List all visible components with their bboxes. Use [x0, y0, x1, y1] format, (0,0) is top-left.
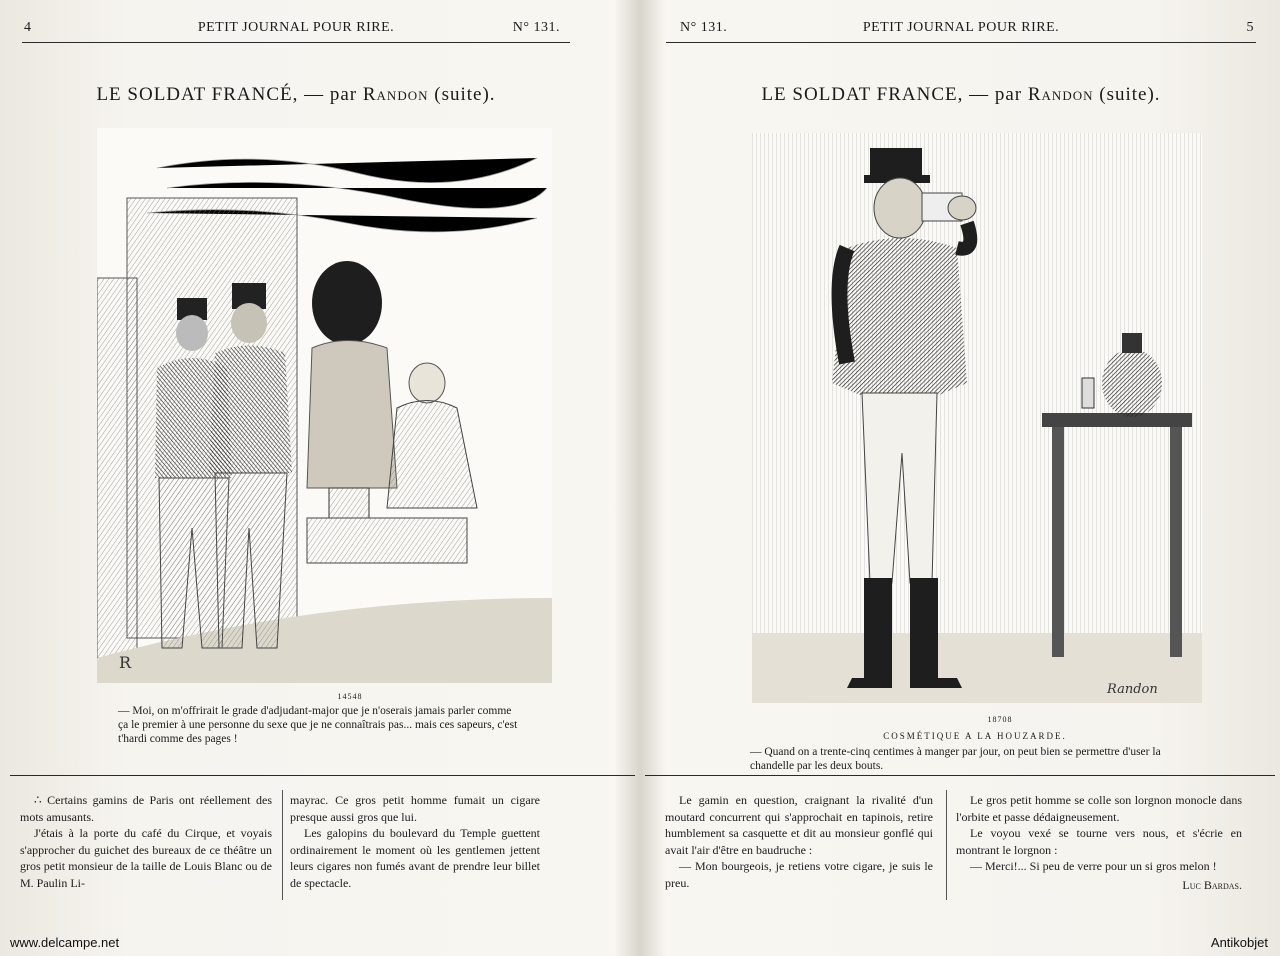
running-title: PETIT JOURNAL POUR RIRE. [197, 20, 395, 35]
engraving-soldier-cosmetique [752, 133, 1202, 703]
article-title: LE SOLDAT FRANCÉ, — par Randon (suite). [96, 84, 496, 105]
paragraph: Le voyou vexé se tourne vers nous, et s'écrie en montrant le lorgnon : [956, 826, 1242, 857]
plate-number: 14548 [337, 692, 363, 701]
section-rule [645, 775, 1275, 776]
caption-title: COSMÉTIQUE A LA HOUZARDE. [883, 731, 1067, 741]
illustration-caption: — Quand on a trente-cinq centimes à manger par jour, on peut bien se permettre d'user la chandelle par les deux bouts. [750, 746, 1161, 772]
engraving-soldiers-sappers [97, 128, 552, 683]
article-title: LE SOLDAT FRANCE, — par Randon (suite). [761, 84, 1161, 105]
column-divider [946, 790, 947, 900]
svg-text:R: R [119, 653, 132, 672]
column-divider [282, 790, 283, 900]
right-page [640, 0, 1280, 956]
page-number: 5 [1246, 20, 1254, 35]
text-column-1 [20, 792, 272, 891]
section-rule [10, 775, 635, 776]
issue-number: N° 131. [680, 20, 728, 35]
text-column-1 [665, 792, 933, 891]
left-page-header [22, 20, 570, 43]
watermark-left: www.delcampe.net [10, 935, 120, 950]
plate-number: 18708 [987, 715, 1013, 724]
text-column-2 [290, 792, 540, 891]
running-title: PETIT JOURNAL POUR RIRE. [862, 20, 1060, 35]
issue-number: N° 131. [512, 20, 560, 35]
artist-signature: Randon [1107, 682, 1158, 697]
paragraph: — Mon bourgeois, je retiens votre cigare, je suis le preu. [665, 859, 933, 890]
paragraph: Le gros petit homme se colle son lorgnon monocle dans l'orbite et passe dédaigneusement. [956, 793, 1242, 824]
author-signature: Luc Bardas. [1182, 877, 1242, 892]
watermark-right: Antikobjet [1210, 935, 1268, 950]
right-page-header [666, 20, 1256, 43]
paragraph: mayrac. Ce gros petit homme fumait un cigare presque aussi gros que lui. [290, 793, 540, 824]
paragraph: — Merci!... Si peu de verre pour un si gros melon ! [970, 859, 1217, 873]
paragraph: Les galopins du boulevard du Temple guettent ordinairement le moment où les gentlemen jettent leurs cigares non fumés avant de prendre leur billet de spectacle. [290, 826, 540, 890]
page-number: 4 [24, 20, 32, 35]
paragraph: Le gamin en question, craignant la rivalité d'un moutard concurrent qui s'approchait en tapinois, retire humblement sa casquette et dit au monsieur gonflé qui avait l'air d'être en baudruche : [665, 793, 933, 857]
paragraph: ∴ Certains gamins de Paris ont réellement des mots amusants. [20, 793, 272, 824]
illustration-caption: — Moi, on m'offrirait le grade d'adjudant-major que je n'oserais jamais parler comme ça le premier à une personne du sexe que je ne connaîtrais pas... mais ces sapeurs, c'est t'hardi comme des pages ! [118, 705, 518, 745]
text-column-2 [956, 792, 1242, 893]
paragraph: J'étais à la porte du café du Cirque, et voyais s'approcher du guichet des bureaux de ce théâtre un gros petit monsieur de la taille de Louis Blanc ou de M. Paulin Li- [20, 826, 272, 890]
